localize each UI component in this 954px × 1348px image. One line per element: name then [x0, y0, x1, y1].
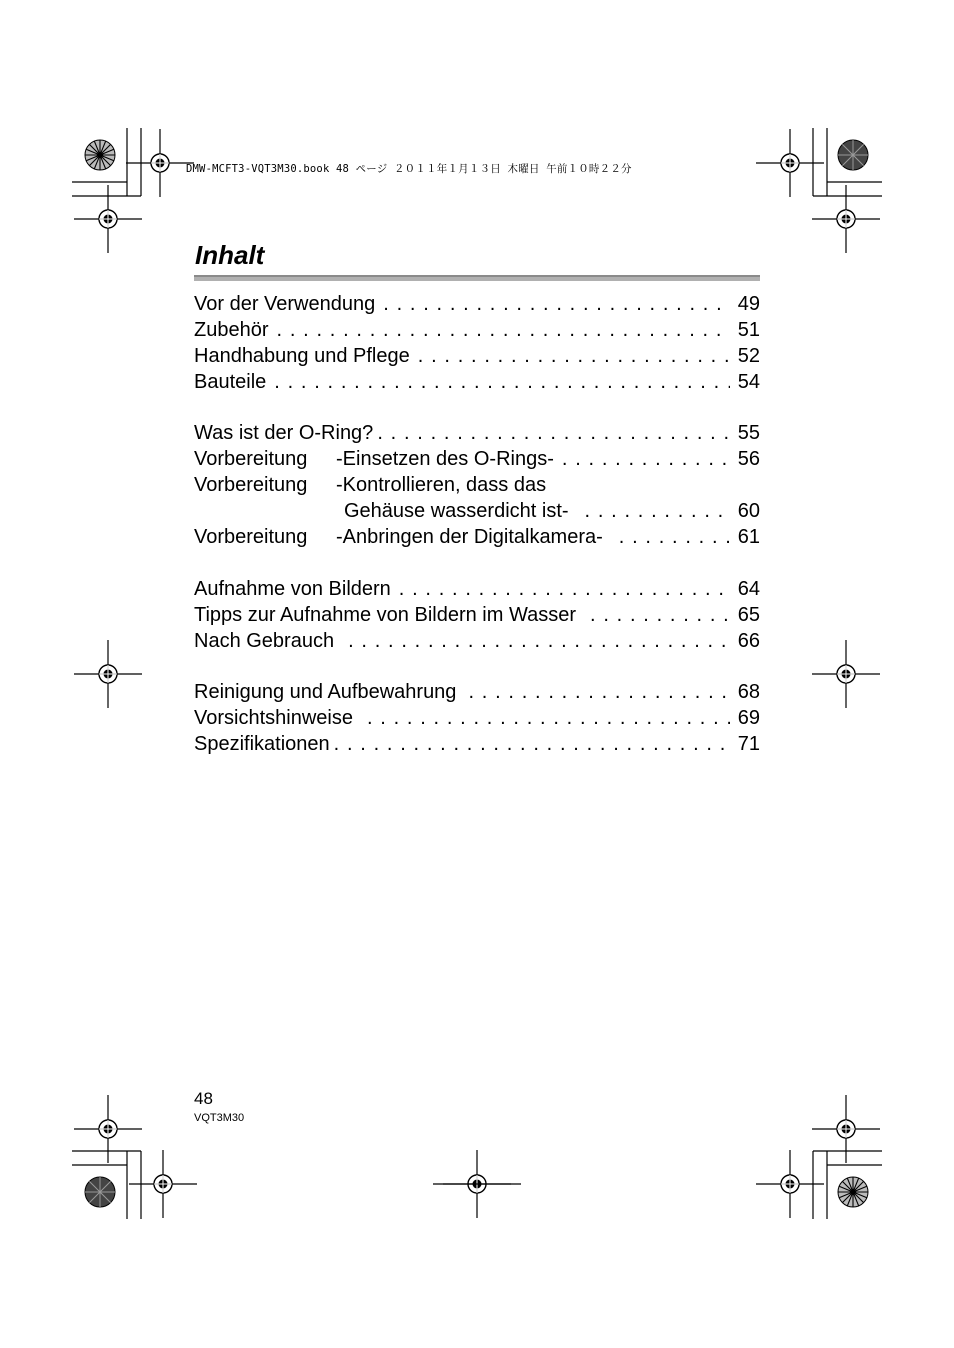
toc-section-4: [194, 679, 760, 757]
page-title: Inhalt: [195, 240, 265, 270]
toc-row[interactable]: Vorbereitung -Einsetzen des O-Rings- . . . 56: [194, 446, 760, 472]
toc-row[interactable]: Nach Gebrauch . . . 66: [194, 628, 760, 654]
toc-row[interactable]: Reinigung und Aufbewahrung . . . 68: [194, 679, 760, 705]
toc-section-3: [194, 576, 760, 654]
toc-row[interactable]: Was ist der O-Ring? . . . 55: [194, 420, 760, 446]
document-code: VQT3M30: [194, 1112, 245, 1124]
toc-row[interactable]: Handhabung und Pflege . . . 52: [194, 343, 760, 369]
toc-row[interactable]: Vorsichtshinweise . . . 69: [194, 705, 760, 731]
print-info-header: DMW-MCFT3-VQT3M30.book 48 ページ ２０１１年１月１３日 木曜日 午前１０時２２分: [186, 163, 632, 175]
toc-row[interactable]: Tipps zur Aufnahme von Bildern im Wasser . . . 65: [194, 602, 760, 628]
toc-row[interactable]: Vorbereitung -Anbringen der Digitalkamera- . . . 61: [194, 524, 760, 550]
toc-row[interactable]: Spezifikationen . . . 71: [194, 731, 760, 757]
toc-row[interactable]: Zubehör . . . 51: [194, 317, 760, 343]
toc-row[interactable]: Bauteile . . . 54: [194, 369, 760, 395]
title-underline-top: [194, 275, 760, 277]
toc-row[interactable]: Gehäuse wasserdicht ist- . . . 60: [194, 498, 760, 524]
toc-section-2: [194, 420, 760, 550]
toc-row[interactable]: Vor der Verwendung . . . 49: [194, 291, 760, 317]
toc-row[interactable]: Vorbereitung -Kontrollieren, dass das: [194, 474, 547, 496]
toc-section-1: [194, 291, 760, 395]
page-number: 48: [194, 1089, 213, 1108]
toc-row[interactable]: Aufnahme von Bildern . . . 64: [194, 576, 760, 602]
